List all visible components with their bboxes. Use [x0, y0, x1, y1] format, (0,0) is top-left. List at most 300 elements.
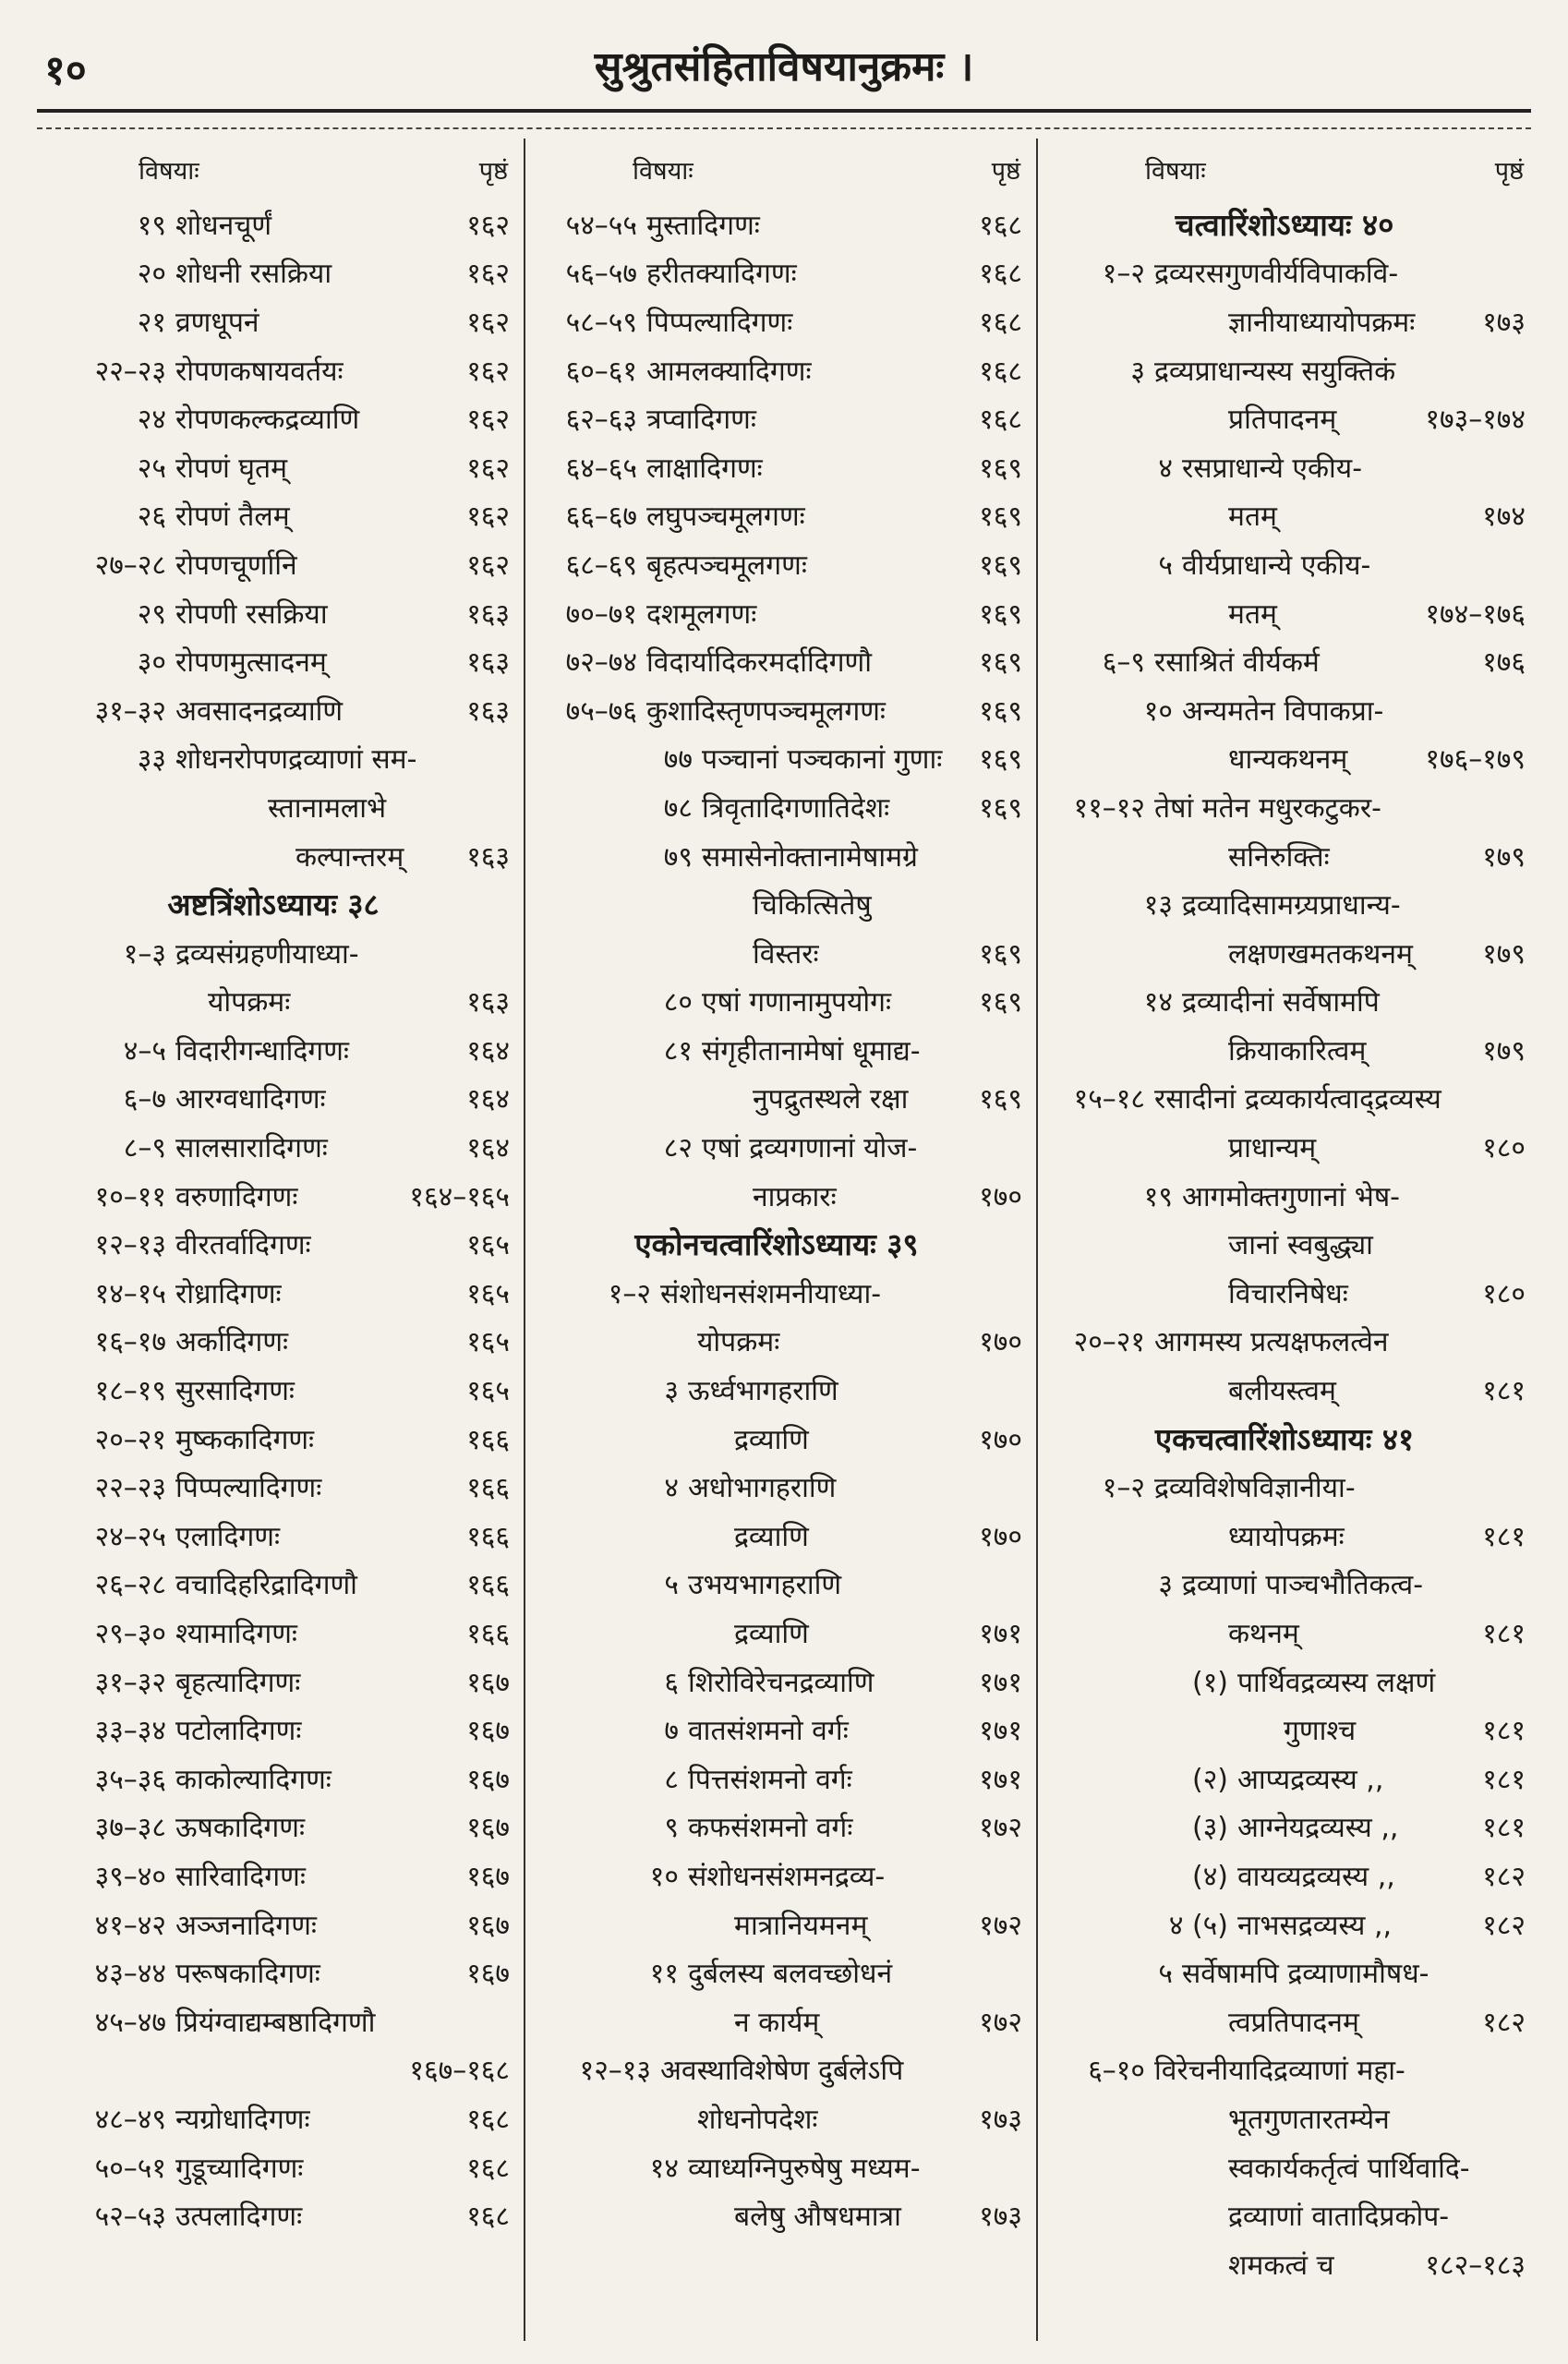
entry-page: १८०: [1482, 1132, 1526, 1165]
entry-number: ३३–३४: [94, 1715, 166, 1748]
index-entry: [531, 1511, 1030, 1560]
entry-page: १७०: [979, 1520, 1022, 1553]
subject-header: विषयाः: [139, 156, 199, 186]
entry-text: रोध्रादिगणः: [175, 1277, 282, 1310]
entry-number: ८१: [663, 1034, 693, 1067]
entry-text: उभयभागहराणि: [688, 1569, 842, 1602]
entry-page: १६५: [466, 1375, 510, 1408]
entry-page: १६३: [466, 597, 510, 631]
index-entry: [531, 1414, 1030, 1463]
index-entry: [37, 685, 517, 734]
entry-page: १६९: [979, 743, 1022, 777]
entry-page: १६२: [466, 209, 510, 242]
entry-page: १६४: [466, 1034, 510, 1067]
entry-text: शोधनोपदेशः: [697, 2103, 818, 2136]
entry-text: विरेचनीयादिद्रव्याणां महा-: [1154, 2055, 1405, 2088]
index-columns: [37, 139, 1533, 2341]
entry-number: १४: [649, 2152, 679, 2185]
index-entry: [531, 1754, 1030, 1803]
entry-number: १२–१३: [579, 2055, 651, 2088]
index-entry: [531, 1657, 1030, 1706]
entry-text: वचादिहरिद्रादिगणौ: [175, 1569, 357, 1602]
entry-page: १६८: [466, 2152, 510, 2185]
subject-header: विषयाः: [633, 156, 694, 186]
index-entry: [1043, 1803, 1533, 1851]
entry-number: १०–११: [94, 1180, 166, 1213]
entry-page: १६७: [466, 1909, 510, 1942]
entry-text: वीर्यप्राधान्ये एकीय-: [1182, 549, 1371, 582]
entry-text: द्रव्याणि: [734, 1618, 809, 1651]
index-entry: [1043, 1025, 1533, 1074]
index-entry: [1043, 442, 1533, 491]
entry-text: द्रव्यविशेषविज्ञानीया-: [1154, 1472, 1356, 1505]
entry-number: १३: [1143, 889, 1173, 923]
entry-number: २१: [137, 306, 166, 339]
entry-number: १०: [1143, 694, 1173, 728]
page-title: सुश्रुतसंहिताविषयानुक्रमः ।: [594, 43, 974, 90]
column-header: [37, 139, 517, 199]
entry-page: १६९: [979, 549, 1022, 582]
entry-text: परूषकादिगणः: [175, 1958, 320, 1991]
entry-number: ७८: [663, 791, 693, 825]
column-header: [1043, 139, 1533, 199]
entry-number: ३: [1130, 355, 1145, 388]
entry-text: वरुणादिगणः: [175, 1180, 298, 1213]
page-header: पृष्ठं: [991, 156, 1020, 186]
entry-number: १४–१५: [94, 1277, 166, 1310]
entry-page: १६२: [466, 404, 510, 437]
index-entry: [37, 1996, 517, 2045]
index-entry: [1043, 1657, 1533, 1706]
entry-text: द्रव्याणां पाञ्चभौतिकत्व-: [1182, 1569, 1424, 1602]
entry-text: व्रणधूपनं: [175, 306, 259, 339]
index-entry: [531, 734, 1030, 783]
index-entry: [531, 879, 1030, 928]
index-entry: [37, 1900, 517, 1948]
entry-text: गुणाश्च: [1284, 1715, 1357, 1748]
entry-number: १९: [137, 209, 166, 242]
entry-number: १–२: [1102, 1472, 1145, 1505]
index-entry: [531, 588, 1030, 637]
entry-page: १६६: [466, 1520, 510, 1553]
entry-number: ५४–५५: [565, 209, 637, 242]
entry-number: २४–२५: [94, 1520, 166, 1553]
entry-number: ७९: [663, 840, 693, 874]
chapter-heading: एकचत्वारिंशोऽध्यायः ४१: [1154, 1420, 1415, 1457]
entry-text: लक्षणखमतकथनम्: [1228, 937, 1413, 971]
index-entry: [531, 1268, 1030, 1317]
entry-page: १८१: [1482, 1715, 1526, 1748]
index-entry: [1043, 2093, 1533, 2142]
entry-number: २०–२१: [1073, 1326, 1145, 1359]
entry-text: भूतगुणतारतम्येन: [1228, 2103, 1390, 2136]
index-entry: [37, 539, 517, 588]
entry-text: उत्पलादिगणः: [175, 2201, 303, 2234]
entry-number: १८–१९: [94, 1375, 166, 1408]
index-entry: [1043, 345, 1533, 394]
entry-page: १६७: [466, 1812, 510, 1845]
index-entry: [37, 2190, 517, 2239]
entry-number: ८–९: [123, 1132, 166, 1165]
entry-text: अर्कादिगणः: [175, 1326, 289, 1359]
entry-text: ऊर्ध्वभागहराणि: [688, 1375, 838, 1408]
entry-text: एषां गणानामुपयोगः: [702, 986, 892, 1019]
entry-page: १७१: [979, 1715, 1022, 1748]
index-entry: [37, 1025, 517, 1074]
entry-text: विस्तरः: [753, 937, 819, 971]
entry-number: ३१–३२: [94, 694, 166, 728]
index-entry: [531, 393, 1030, 442]
chapter-heading: अष्टत्रिंशोऽध्यायः ३८: [167, 886, 380, 923]
index-entry: [1043, 1171, 1533, 1220]
index-entry: [1043, 1948, 1533, 1996]
index-entry: [37, 2142, 517, 2191]
entry-text: द्रव्यरसगुणवीर्यविपाकवि-: [1154, 258, 1399, 291]
entry-text: हरीतक्यादिगणः: [646, 258, 797, 291]
entry-text: अवसादनद्रव्याणि: [175, 694, 344, 728]
index-entry: [1043, 1511, 1533, 1560]
index-entry: [37, 588, 517, 637]
entry-number: ८०: [663, 986, 693, 1019]
entry-text: रोपणकषायवर्तयः: [175, 355, 344, 388]
entry-number: ५६–५७: [565, 258, 637, 291]
page-header: पृष्ठं: [478, 156, 508, 186]
index-entry: [37, 442, 517, 491]
index-entry: [1043, 1754, 1533, 1803]
entry-text: त्रिवृतादिगणातिदेशः: [702, 791, 890, 825]
entry-text: विचारनिषेधः: [1228, 1277, 1348, 1310]
entry-text: योपक्रमः: [697, 1326, 780, 1359]
entry-text: लाक्षादिगणः: [646, 452, 763, 485]
column-divider: [524, 139, 525, 2341]
entry-number: २२–२३: [94, 1472, 166, 1505]
entry-page: १७०: [979, 1180, 1022, 1213]
index-entry: [531, 2190, 1030, 2239]
entry-text: सालसारादिगणः: [175, 1132, 328, 1165]
index-column-1: [37, 139, 517, 2341]
entry-text: एषां द्रव्यगणानां योज-: [702, 1132, 918, 1165]
entry-number: ३१–३२: [94, 1666, 166, 1699]
entry-page: १७०: [979, 1326, 1022, 1359]
entry-number: ३: [664, 1375, 679, 1408]
entry-text: अधोभागहराणि: [688, 1472, 837, 1505]
entry-page: १८२: [1482, 1860, 1526, 1893]
entry-text: रोपणी रसक्रिया: [175, 597, 328, 631]
index-entry: [1043, 1608, 1533, 1657]
entry-number: ५: [1158, 549, 1173, 582]
entry-page: १७९: [1482, 1034, 1526, 1067]
entry-text: वायव्यद्रव्यस्य ,,: [1237, 1860, 1395, 1893]
entry-text: धान्यकथनम्: [1228, 743, 1348, 777]
entry-number: ६–७: [123, 1083, 166, 1116]
entry-number: ११–१२: [1073, 791, 1145, 825]
index-entry: [531, 1900, 1030, 1948]
entry-number: ९: [664, 1812, 679, 1845]
index-entry: [37, 491, 517, 540]
index-entry: [37, 1219, 517, 1268]
index-entry: [37, 1754, 517, 1803]
entry-text: पिप्पल्यादिगणः: [646, 306, 793, 339]
entry-page: १६६: [466, 1472, 510, 1505]
entry-number: ३७–३८: [94, 1812, 166, 1845]
entry-page: १६८: [979, 355, 1022, 388]
entry-text: रोपणचूर्णानि: [175, 549, 297, 582]
index-entry: [531, 248, 1030, 297]
entry-page: १६३: [466, 986, 510, 1019]
index-entry: [531, 199, 1030, 248]
entry-text: द्रव्याणां वातादिप्रकोप-: [1228, 2201, 1450, 2234]
index-entry: [1043, 2142, 1533, 2191]
index-column-3: [1043, 139, 1533, 2341]
entry-text: द्रव्यप्राधान्यस्य सयुक्तिकं: [1154, 355, 1396, 388]
index-entry: [1043, 539, 1533, 588]
entry-page: १६७: [466, 1715, 510, 1748]
entry-number: २६: [137, 501, 166, 534]
index-entry: [1043, 248, 1533, 297]
entry-page: १६६: [466, 1618, 510, 1651]
index-entry: [1043, 636, 1533, 685]
index-entry: [1043, 1074, 1533, 1123]
entry-text: पटोलादिगणः: [175, 1715, 302, 1748]
entry-number: ५२–५३: [94, 2201, 166, 2234]
entry-text: लघुपञ्चमूलगणः: [646, 501, 805, 534]
entry-page: १६३: [466, 840, 510, 874]
entry-page: १६९: [979, 452, 1022, 485]
entry-number: ४: [1158, 452, 1173, 485]
index-entry: [531, 1996, 1030, 2045]
index-entry: [1043, 782, 1533, 831]
index-entry: [1043, 2190, 1533, 2239]
entry-number: २७–२८: [94, 549, 166, 582]
entry-number: (२): [1191, 1763, 1228, 1796]
index-entry: [37, 1608, 517, 1657]
entry-number: १–२: [1102, 258, 1145, 291]
entry-number: ४५–४७: [94, 2006, 166, 2039]
entry-number: ५८–५९: [565, 306, 637, 339]
index-entry: [531, 2142, 1030, 2191]
index-entry: [37, 393, 517, 442]
index-entry: [531, 1365, 1030, 1414]
index-entry: [37, 2093, 517, 2142]
entry-number: २०: [137, 258, 166, 291]
entry-text: शोधनचूर्णं: [175, 209, 272, 242]
entry-text: शोधनी रसक्रिया: [175, 258, 332, 291]
entry-text: न कार्यम्: [734, 2006, 820, 2039]
entry-number: ४: [664, 1472, 679, 1505]
subject-header: विषयाः: [1145, 156, 1206, 186]
entry-page: १७९: [1482, 840, 1526, 874]
entry-text: वातसंशमनो वर्गः: [688, 1715, 849, 1748]
entry-page: १७०: [979, 1423, 1022, 1456]
entry-number: ११: [649, 1958, 679, 1991]
entry-text: आगमस्य प्रत्यक्षफलत्वेन: [1154, 1326, 1389, 1359]
index-entry: [1043, 734, 1533, 783]
index-entry: [37, 1414, 517, 1463]
entry-page: १६५: [466, 1326, 510, 1359]
entry-page: १७३: [1482, 306, 1526, 339]
index-entry: [37, 1462, 517, 1511]
entry-text: द्रव्याणि: [734, 1520, 809, 1553]
index-entry: [531, 636, 1030, 685]
entry-page: १६६: [466, 1569, 510, 1602]
entry-page: १८१: [1482, 1812, 1526, 1845]
entry-page: १६७: [466, 1666, 510, 1699]
entry-text: रोपणं घृतम्: [175, 452, 288, 485]
entry-page: १६८: [466, 2103, 510, 2136]
entry-text: द्रव्यसंग्रहणीयाध्या-: [175, 937, 359, 971]
entry-number: ८: [664, 1763, 679, 1796]
entry-number: २६–२८: [94, 1569, 166, 1602]
entry-number: ४–५: [123, 1034, 166, 1067]
index-entry: [1043, 685, 1533, 734]
entry-number: २९: [137, 597, 166, 631]
entry-number: ६४–६५: [565, 452, 637, 485]
entry-page: १८२: [1482, 2006, 1526, 2039]
entry-text: सारिवादिगणः: [175, 1860, 306, 1893]
index-entry: [531, 685, 1030, 734]
index-entry: [1043, 1317, 1533, 1366]
entry-page: १६९: [979, 937, 1022, 971]
entry-number: (४): [1191, 1860, 1228, 1893]
entry-text: अन्यमतेन विपाकप्रा-: [1182, 694, 1384, 728]
entry-page: १६२: [466, 258, 510, 291]
entry-page: १६३: [466, 646, 510, 680]
entry-text: मुष्ककादिगणः: [175, 1423, 315, 1456]
entry-page: १७२: [979, 2006, 1022, 2039]
entry-text: द्रव्यादीनां सर्वेषामपि: [1182, 986, 1380, 1019]
entry-text: सनिरुक्तिः: [1228, 840, 1330, 874]
entry-number: १०: [649, 1860, 679, 1893]
entry-number: ७७: [663, 743, 693, 777]
index-entry: [1043, 393, 1533, 442]
entry-number: २४: [137, 404, 166, 437]
entry-number: ३५–३६: [94, 1763, 166, 1796]
entry-text: प्रियंग्वाद्यम्बष्ठादिगणौ: [175, 2006, 376, 2039]
index-entry: [37, 1317, 517, 1366]
entry-page: १६३: [466, 694, 510, 728]
entry-page: १६८: [466, 2201, 510, 2234]
entry-text: शिरोविरेचनद्रव्याणि: [688, 1666, 874, 1699]
entry-page: १६९: [979, 986, 1022, 1019]
entry-text: पञ्चानां पञ्चकानां गुणाः: [702, 743, 943, 777]
column-header: [531, 139, 1030, 199]
index-entry: [37, 1511, 517, 1560]
entry-page: १७२: [979, 1812, 1022, 1845]
entry-text: शोधनरोपणद्रव्याणां सम-: [175, 743, 417, 777]
entry-number: ५०–५१: [94, 2152, 166, 2185]
index-entry: [531, 2045, 1030, 2094]
index-entry: [1043, 1851, 1533, 1900]
index-entry: [1043, 928, 1533, 977]
entry-text: आगमोक्तगुणानां भेष-: [1182, 1180, 1401, 1213]
entry-text: व्याध्यग्निपुरुषेषु मध्यम-: [688, 2152, 921, 2185]
page-number: १०: [44, 47, 87, 94]
index-entry: [37, 345, 517, 394]
entry-page: १७३: [979, 2201, 1022, 2234]
entry-text: ऊषकादिगणः: [175, 1812, 306, 1845]
entry-number: ६२–६३: [565, 404, 637, 437]
entry-number: १५–१८: [1073, 1083, 1145, 1116]
entry-text: बृहत्पञ्चमूलगणः: [646, 549, 807, 582]
entry-page: १६७: [466, 1958, 510, 1991]
index-entry: [37, 928, 517, 977]
entry-page: १७१: [979, 1763, 1022, 1796]
entry-text: चिकित्सितेषु: [753, 889, 872, 923]
index-column-2: [531, 139, 1030, 2341]
entry-page: १६९: [979, 694, 1022, 728]
index-entry: [37, 2045, 517, 2094]
chapter-heading: चत्वारिंशोऽध्यायः ४०: [1175, 206, 1394, 243]
entry-number: ६६–६७: [565, 501, 637, 534]
entry-text: रसाश्रितं वीर्यकर्म: [1154, 646, 1320, 680]
index-entry: [1043, 1219, 1533, 1268]
entry-text: अवस्थाविशेषेण दुर्बलेऽपि: [660, 2055, 904, 2088]
column-rows: [1043, 199, 1533, 2288]
index-entry: [37, 1803, 517, 1851]
entry-page: १६७: [466, 1763, 510, 1796]
chapter-heading: एकोनचत्वारिंशोऽध्यायः ३९: [634, 1226, 919, 1263]
entry-text: विदारीगन्धादिगणः: [175, 1034, 349, 1067]
index-entry: [531, 491, 1030, 540]
entry-number: ७५–७६: [565, 694, 637, 728]
entry-number: ६–१०: [1088, 2055, 1145, 2088]
index-entry: [1043, 977, 1533, 1026]
entry-number: ६–९: [1102, 646, 1145, 680]
index-entry: [37, 1851, 517, 1900]
entry-text: अञ्जनादिगणः: [175, 1909, 317, 1942]
entry-page: १७१: [979, 1666, 1022, 1699]
entry-text: तेषां मतेन मधुरकटुकर-: [1154, 791, 1381, 825]
entry-page: १६२: [466, 501, 510, 534]
entry-number: ३: [1158, 1569, 1173, 1602]
entry-number: (१): [1191, 1666, 1228, 1699]
entry-page: १६९: [979, 646, 1022, 680]
entry-page: १६८: [979, 404, 1022, 437]
index-entry: [37, 977, 517, 1026]
entry-text: त्रप्वादिगणः: [646, 404, 756, 437]
index-entry: [1043, 1705, 1533, 1754]
entry-text: गुडूच्यादिगणः: [175, 2152, 304, 2185]
index-entry: [531, 1705, 1030, 1754]
entry-text: नुपद्रुतस्थले रक्षा: [753, 1083, 909, 1116]
entry-page: १६८: [979, 306, 1022, 339]
entry-text: पार्थिवद्रव्यस्य लक्षणं: [1237, 1666, 1436, 1699]
entry-page: १७९: [1482, 937, 1526, 971]
index-entry: [531, 1851, 1030, 1900]
entry-page: १६६: [466, 1423, 510, 1456]
entry-page: १७४–१७६: [1425, 597, 1526, 631]
entry-text: पित्तसंशमनो वर्गः: [688, 1763, 852, 1796]
column-rows: [531, 199, 1030, 2239]
entry-number: ४१–४२: [94, 1909, 166, 1942]
entry-number: १२–१३: [94, 1229, 166, 1262]
entry-number: ७२–७४: [565, 646, 637, 680]
entry-number: २९–३०: [94, 1618, 166, 1651]
index-entry: [1043, 296, 1533, 345]
index-entry: [37, 636, 517, 685]
entry-text: समासेनोक्तानामेषामग्रे: [702, 840, 918, 874]
entry-text: योपक्रमः: [208, 986, 291, 1019]
entry-number: १–२: [608, 1277, 651, 1310]
entry-number: १४: [1143, 986, 1173, 1019]
index-entry: [531, 782, 1030, 831]
entry-number: २०–२१: [94, 1423, 166, 1456]
index-entry: [37, 199, 517, 248]
entry-page: १६२: [466, 306, 510, 339]
entry-page: १७३: [979, 2103, 1022, 2136]
entry-text: मुस्तादिगणः: [646, 209, 760, 242]
entry-text: रोपणं तैलम्: [175, 501, 290, 534]
